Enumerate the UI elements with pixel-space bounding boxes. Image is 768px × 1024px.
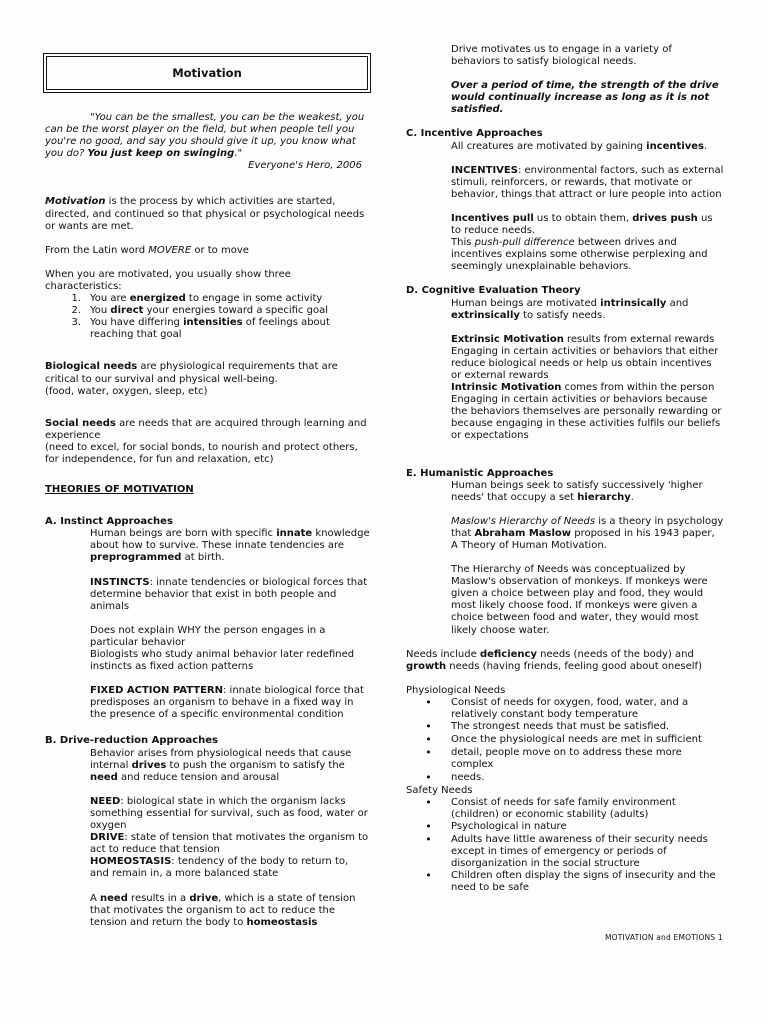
motivation-definition-text: is the process by which activities are started, directed, and continued so that physical or psychological needs or wants are met. (45, 196, 365, 232)
text: between drives and incentives explains some otherwise perplexing and seemingly unexplainable behaviors. (451, 237, 708, 273)
term: Extrinsic Motivation (451, 333, 564, 345)
physiological-list (406, 697, 724, 785)
bold-text: drives (131, 759, 167, 771)
text: and reduce tension and arousal (117, 771, 280, 783)
extrinsic-detail: Engaging in certain activities or behaviors that either reduce biological needs or help us obtain incentives or external rewards (451, 345, 719, 381)
item-text: Once the physiological needs are met in sufficient (451, 734, 702, 746)
incentives-definition (451, 165, 724, 201)
motivated-intro: When you are motivated, you usually show three characteristics: (45, 268, 291, 292)
instinct-section (45, 528, 370, 721)
text: Behavior arises from physiological needs that cause internal (90, 747, 352, 771)
text: : innate biological force that predisposes an organism to behave in a fixed way in the presence of a specific environmental condition (90, 685, 364, 721)
bullet-icon (406, 772, 451, 785)
item-text: Children often display the signs of insecurity and the need to be safe (451, 870, 716, 894)
extrinsic-definition (451, 334, 724, 346)
text: : tendency of the body to return to, and remain in, a more balanced state (90, 856, 349, 880)
homeostasis-definition (90, 856, 370, 880)
list-number: 3. (71, 317, 81, 329)
item-bold: intensities (183, 317, 243, 329)
list-item (406, 697, 724, 721)
social-needs (45, 418, 370, 466)
text: This (451, 237, 475, 249)
text: : innate tendencies or biological forces that determine behavior that exist in both people and animals (90, 576, 368, 612)
incentive-intro (451, 141, 724, 153)
cognitive-heading: D. Cognitive Evaluation Theory (406, 285, 581, 297)
bio-examples: (food, water, oxygen, sleep, etc) (45, 385, 208, 397)
text: needs (having friends, feeling good about oneself) (446, 660, 702, 672)
list-item (406, 834, 724, 870)
text: us to reduce needs. (451, 212, 713, 237)
bold-text: need (90, 771, 118, 783)
humanistic-intro (451, 480, 724, 504)
text: knowledge about how to survive. These innate tendencies are (90, 528, 370, 552)
text: : state of tension that motivates the organism to act to reduce that tension (90, 832, 369, 856)
text: to push the organism to satisfy the (166, 759, 345, 771)
term: FIXED ACTION PATTERN (90, 685, 223, 697)
bold-text: deficiency (479, 648, 537, 660)
quote-end: ." (234, 148, 243, 160)
item-text: detail, people move on to address these more complex (451, 747, 682, 771)
push-pull (451, 213, 724, 237)
latin-pre: From the Latin word (45, 244, 149, 256)
social-examples: (need to excel, for social bonds, to nourish and protect others, for independence, for fun and relaxation, etc) (45, 441, 358, 465)
humanistic-section (406, 480, 724, 637)
left-column (45, 52, 370, 929)
bold-text: incentives (646, 140, 705, 152)
term: HOMEOSTASIS (90, 856, 172, 868)
list-item (406, 734, 724, 747)
text: All creatures are motivated by gaining (451, 140, 647, 152)
page-footer: MOTIVATION and EMOTIONS 1 (605, 933, 723, 942)
motivation-definition (45, 196, 370, 232)
list-item (406, 870, 724, 894)
instincts-definition (90, 577, 370, 613)
incentive-heading: C. Incentive Approaches (406, 128, 543, 140)
physiological-heading: Physiological Needs (406, 684, 506, 696)
item-text: to engage in some activity (185, 293, 323, 305)
item-text: You are (90, 293, 130, 305)
list-item (406, 797, 724, 821)
social-text: are needs that are acquired through learning and experience (45, 417, 367, 441)
drive-paragraph: Drive motivates us to engage in a variety of behaviors to satisfy biological needs. (451, 44, 672, 68)
bullet-icon (406, 870, 451, 894)
motivation-term: Motivation (45, 196, 106, 208)
item-text: Consist of needs for safe family environment (children) or economic stability (adults) (451, 796, 676, 820)
bold-text: extrinsically (451, 309, 520, 321)
text: results in a (127, 892, 190, 904)
drive-definition (90, 832, 370, 856)
drive-emphasis (451, 80, 724, 116)
text: Human beings are born with specific (90, 528, 277, 540)
text: : environmental factors, such as external stimuli, reinforcers, or rewards, that motivate or behavior, things that attract or lure people into action (451, 164, 724, 200)
text: . (704, 140, 708, 152)
characteristics-list (45, 293, 370, 341)
term: NEED (90, 795, 121, 807)
opening-quote (45, 112, 370, 160)
bold-text: preprogrammed (90, 552, 182, 564)
text: us to obtain them, (533, 212, 633, 224)
instinct-redefined: Biologists who study animal behavior later redefined instincts as fixed action patterns (90, 649, 355, 673)
item-text: your energies toward a specific goal (143, 305, 328, 317)
right-column (406, 44, 724, 894)
instinct-heading: A. Instinct Approaches (45, 516, 173, 528)
list-item (406, 821, 724, 834)
text: proposed in his 1943 paper, A Theory of Human Motivation. (451, 527, 715, 551)
text: Needs include (406, 648, 480, 660)
term: Intrinsic Motivation (451, 382, 562, 394)
drive-reduction-heading: B. Drive-reduction Approaches (45, 735, 218, 747)
list-item (406, 747, 724, 771)
text: is a theory in psychology that (451, 515, 724, 539)
bold-text: need (100, 892, 128, 904)
term: DRIVE (90, 832, 125, 844)
italic-text: Maslow's Hierarchy of Needs (451, 515, 596, 527)
quote-text: "You can be the smallest, you can be the weakest, you can be the worst player on the field, but when people tell you you're no good, and say you should give it up, you know what you do? (45, 112, 365, 160)
fap-definition (90, 685, 370, 721)
safety-heading: Safety Needs (406, 784, 473, 796)
item-bold: energized (129, 293, 186, 305)
needs-include (406, 649, 724, 673)
text: . (630, 491, 634, 503)
need-drive-summary (90, 893, 370, 929)
text: at birth. (181, 552, 225, 564)
term: INCENTIVES (451, 164, 518, 176)
intrinsic-detail: Engaging in certain activities or behaviors because the behaviors themselves are personally rewarding or because engaging in these activities fulfils our beliefs or expectations (451, 394, 722, 442)
bold-text: homeostasis (246, 916, 318, 928)
biological-needs (45, 361, 370, 397)
page-title: Motivation (46, 56, 368, 90)
item-text: Consist of needs for oxygen, food, water, and a relatively constant body temperature (451, 696, 689, 721)
bold-text: innate (276, 528, 313, 540)
latin-post: or to move (191, 244, 249, 256)
bullet-icon (406, 797, 451, 821)
list-item (406, 772, 724, 785)
bio-term: Biological needs (45, 361, 138, 373)
text: , which is a state of tension that motivates the organism to act to reduce the tension and return the body to (90, 892, 356, 928)
cognitive-intro (451, 298, 724, 322)
item-text: Psychological in nature (451, 820, 567, 832)
italic-text: push-pull difference (474, 237, 575, 249)
item-bold: direct (110, 305, 144, 317)
bold-text: Abraham Maslow (474, 527, 572, 539)
item-text: of feelings about reaching that goal (90, 317, 330, 341)
bullet-icon (406, 821, 451, 834)
bullet-icon (406, 834, 451, 870)
bold-text: hierarchy (577, 491, 631, 503)
instinct-limitation: Does not explain WHY the person engages in a particular behavior (90, 624, 326, 648)
drive-continued (406, 44, 724, 116)
text: results from external rewards (563, 333, 715, 345)
text: : biological state in which the organism lacks something essential for survival, such as food, water or oxygen (90, 795, 368, 832)
text: Human beings seek to satisfy successively 'higher needs' that occupy a set (451, 479, 703, 503)
text: A (90, 892, 101, 904)
instinct-intro (90, 528, 370, 564)
incentive-section (406, 141, 724, 274)
latin-word: MOVERE (148, 244, 192, 256)
humanistic-heading: E. Humanistic Approaches (406, 467, 554, 479)
item-text: You (90, 305, 111, 317)
safety-list (406, 797, 724, 895)
list-item (45, 305, 370, 317)
social-term: Social needs (45, 417, 116, 429)
drive-intro (90, 748, 370, 784)
term: INSTINCTS (90, 576, 150, 588)
text: to satisfy needs. (519, 309, 606, 321)
item-text: The strongest needs that must be satisfied. (451, 721, 670, 733)
bold-text: drives push (632, 212, 698, 224)
bold-text: intrinsically (600, 297, 667, 309)
bullet-icon (406, 697, 451, 721)
text: comes from within the person (561, 382, 715, 394)
item-text: Adults have little awareness of their security needs except in times of emergency or periods of disorganization in the social structure (451, 833, 708, 870)
drive-reduction-section (45, 748, 370, 929)
list-item (45, 293, 370, 305)
bold-text: Incentives pull (451, 212, 534, 224)
list-number: 2. (71, 305, 81, 317)
maslow-paragraph (451, 516, 724, 552)
list-item (406, 721, 724, 734)
quote-bold: You just keep on swinging (87, 148, 235, 160)
need-definition (90, 796, 370, 832)
intrinsic-definition (451, 382, 724, 394)
theories-heading: THEORIES OF MOTIVATION (45, 484, 194, 496)
bullet-icon (406, 747, 451, 771)
text: and (666, 297, 689, 309)
hierarchy-paragraph: The Hierarchy of Needs was conceptualized by Maslow's observation of monkeys. If monkeys were given a choice between play and food, they would most likely choose food. If monkeys were given a choice between food and water, they would most likely choose water. (451, 564, 708, 636)
item-text: needs. (451, 771, 485, 783)
bio-text: are physiological requirements that are critical to our survival and physical well-being. (45, 361, 338, 385)
bold-text: drive (189, 892, 219, 904)
cognitive-section (406, 298, 724, 443)
push-pull-difference (451, 237, 724, 273)
bold-text: growth (406, 660, 447, 672)
quote-attribution: Everyone's Hero, 2006 (248, 160, 362, 172)
latin-origin (45, 245, 370, 257)
text: Human beings are motivated (451, 297, 601, 309)
list-number: 1. (71, 293, 81, 305)
list-item (45, 317, 370, 341)
bold-italic-text: Over a period of time, the strength of the drive would continually increase as long as it is not satisfied. (451, 80, 719, 116)
text: needs (needs of the body) and (537, 648, 694, 660)
item-text: You have differing (90, 317, 184, 329)
